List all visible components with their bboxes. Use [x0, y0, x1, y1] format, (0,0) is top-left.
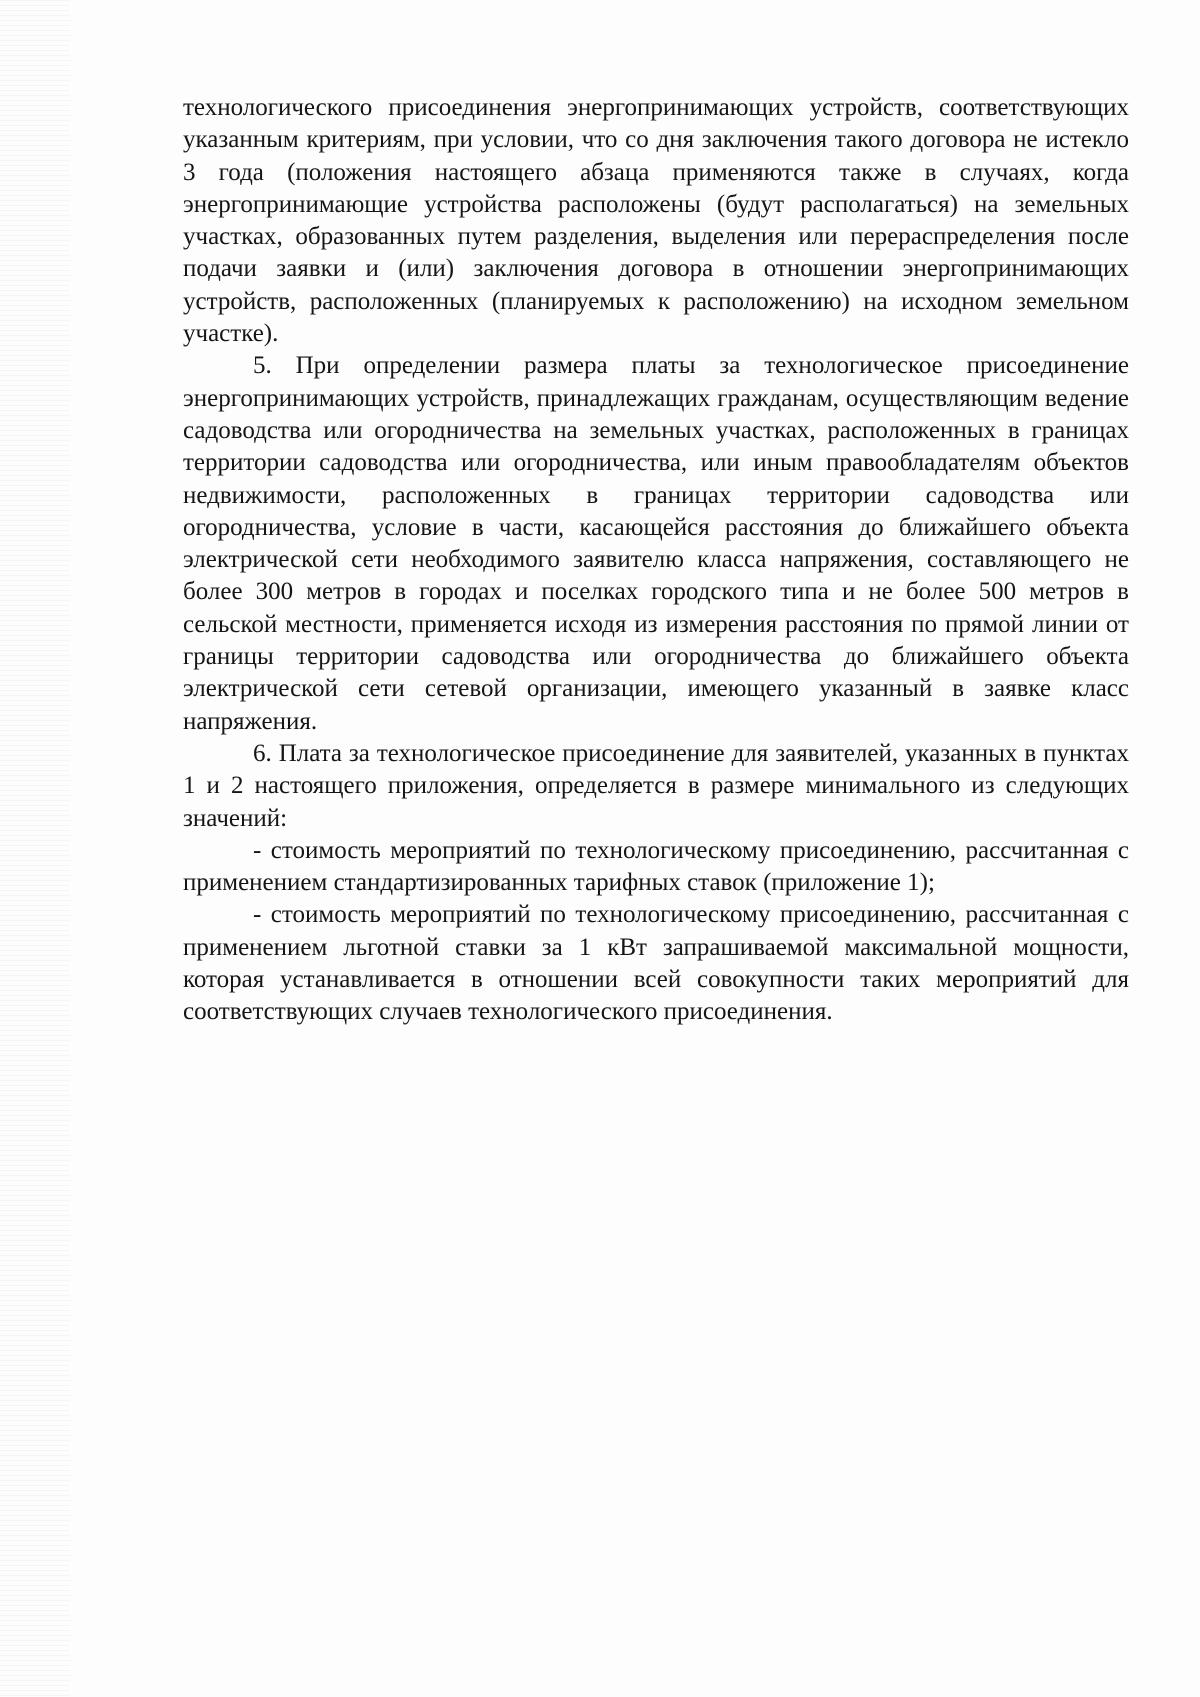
paragraph-bullet-standard-rates: - стоимость мероприятий по технологическому присоединению, рассчитанная с применением стандартизированных тарифных ставок (приложение 1);	[183, 836, 1129, 897]
scan-edge-artifact	[0, 0, 70, 1697]
paragraph-bullet-preferential-rate: - стоимость мероприятий по технологическому присоединению, рассчитанная с применением льготной ставки за 1 кВт запрашиваемой максимальной мощности, которая устанавливается в отношении всей совокупности таких мероприятий для соответствующих случаев технологического присоединения.	[183, 901, 1129, 1026]
document-body	[183, 92, 1129, 1029]
paragraph-item-5: 5. При определении размера платы за технологическое присоединение энергопринимающих устройств, принадлежащих гражданам, осуществляющим ведение садоводства или огородничества на земельных участках, расположенных в границах территории садоводства или огородничества, или иным правообладателям объектов недвижимости, расположенных в границах территории садоводства или огородничества, условие в части, касающейся расстояния до ближайшего объекта электрической сети необходимого заявителю класса напряжения, составляющего не более 300 метров в городах и поселках городского типа и не более 500 метров в сельской местности, применяется исходя из измерения расстояния по прямой линии от границы территории садоводства или огородничества до ближайшего объекта электрической сети сетевой организации, имеющего указанный в заявке класс напряжения.	[183, 352, 1129, 735]
paragraph-item-6: 6. Плата за технологическое присоединение для заявителей, указанных в пунктах 1 и 2 настоящего приложения, определяется в размере минимального из следующих значений:	[183, 739, 1129, 832]
paragraph-continuation: технологического присоединения энергопринимающих устройств, соответствующих указанным критериям, при условии, что со дня заключения такого договора не истекло 3 года (положения настоящего абзаца применяются также в случаях, когда энергопринимающие устройства расположены (будут располагаться) на земельных участках, образованных путем разделения, выделения или перераспределения после подачи заявки и (или) заключения договора в отношении энергопринимающих устройств, расположенных (планируемых к расположению) на исходном земельном участке).	[183, 94, 1129, 348]
